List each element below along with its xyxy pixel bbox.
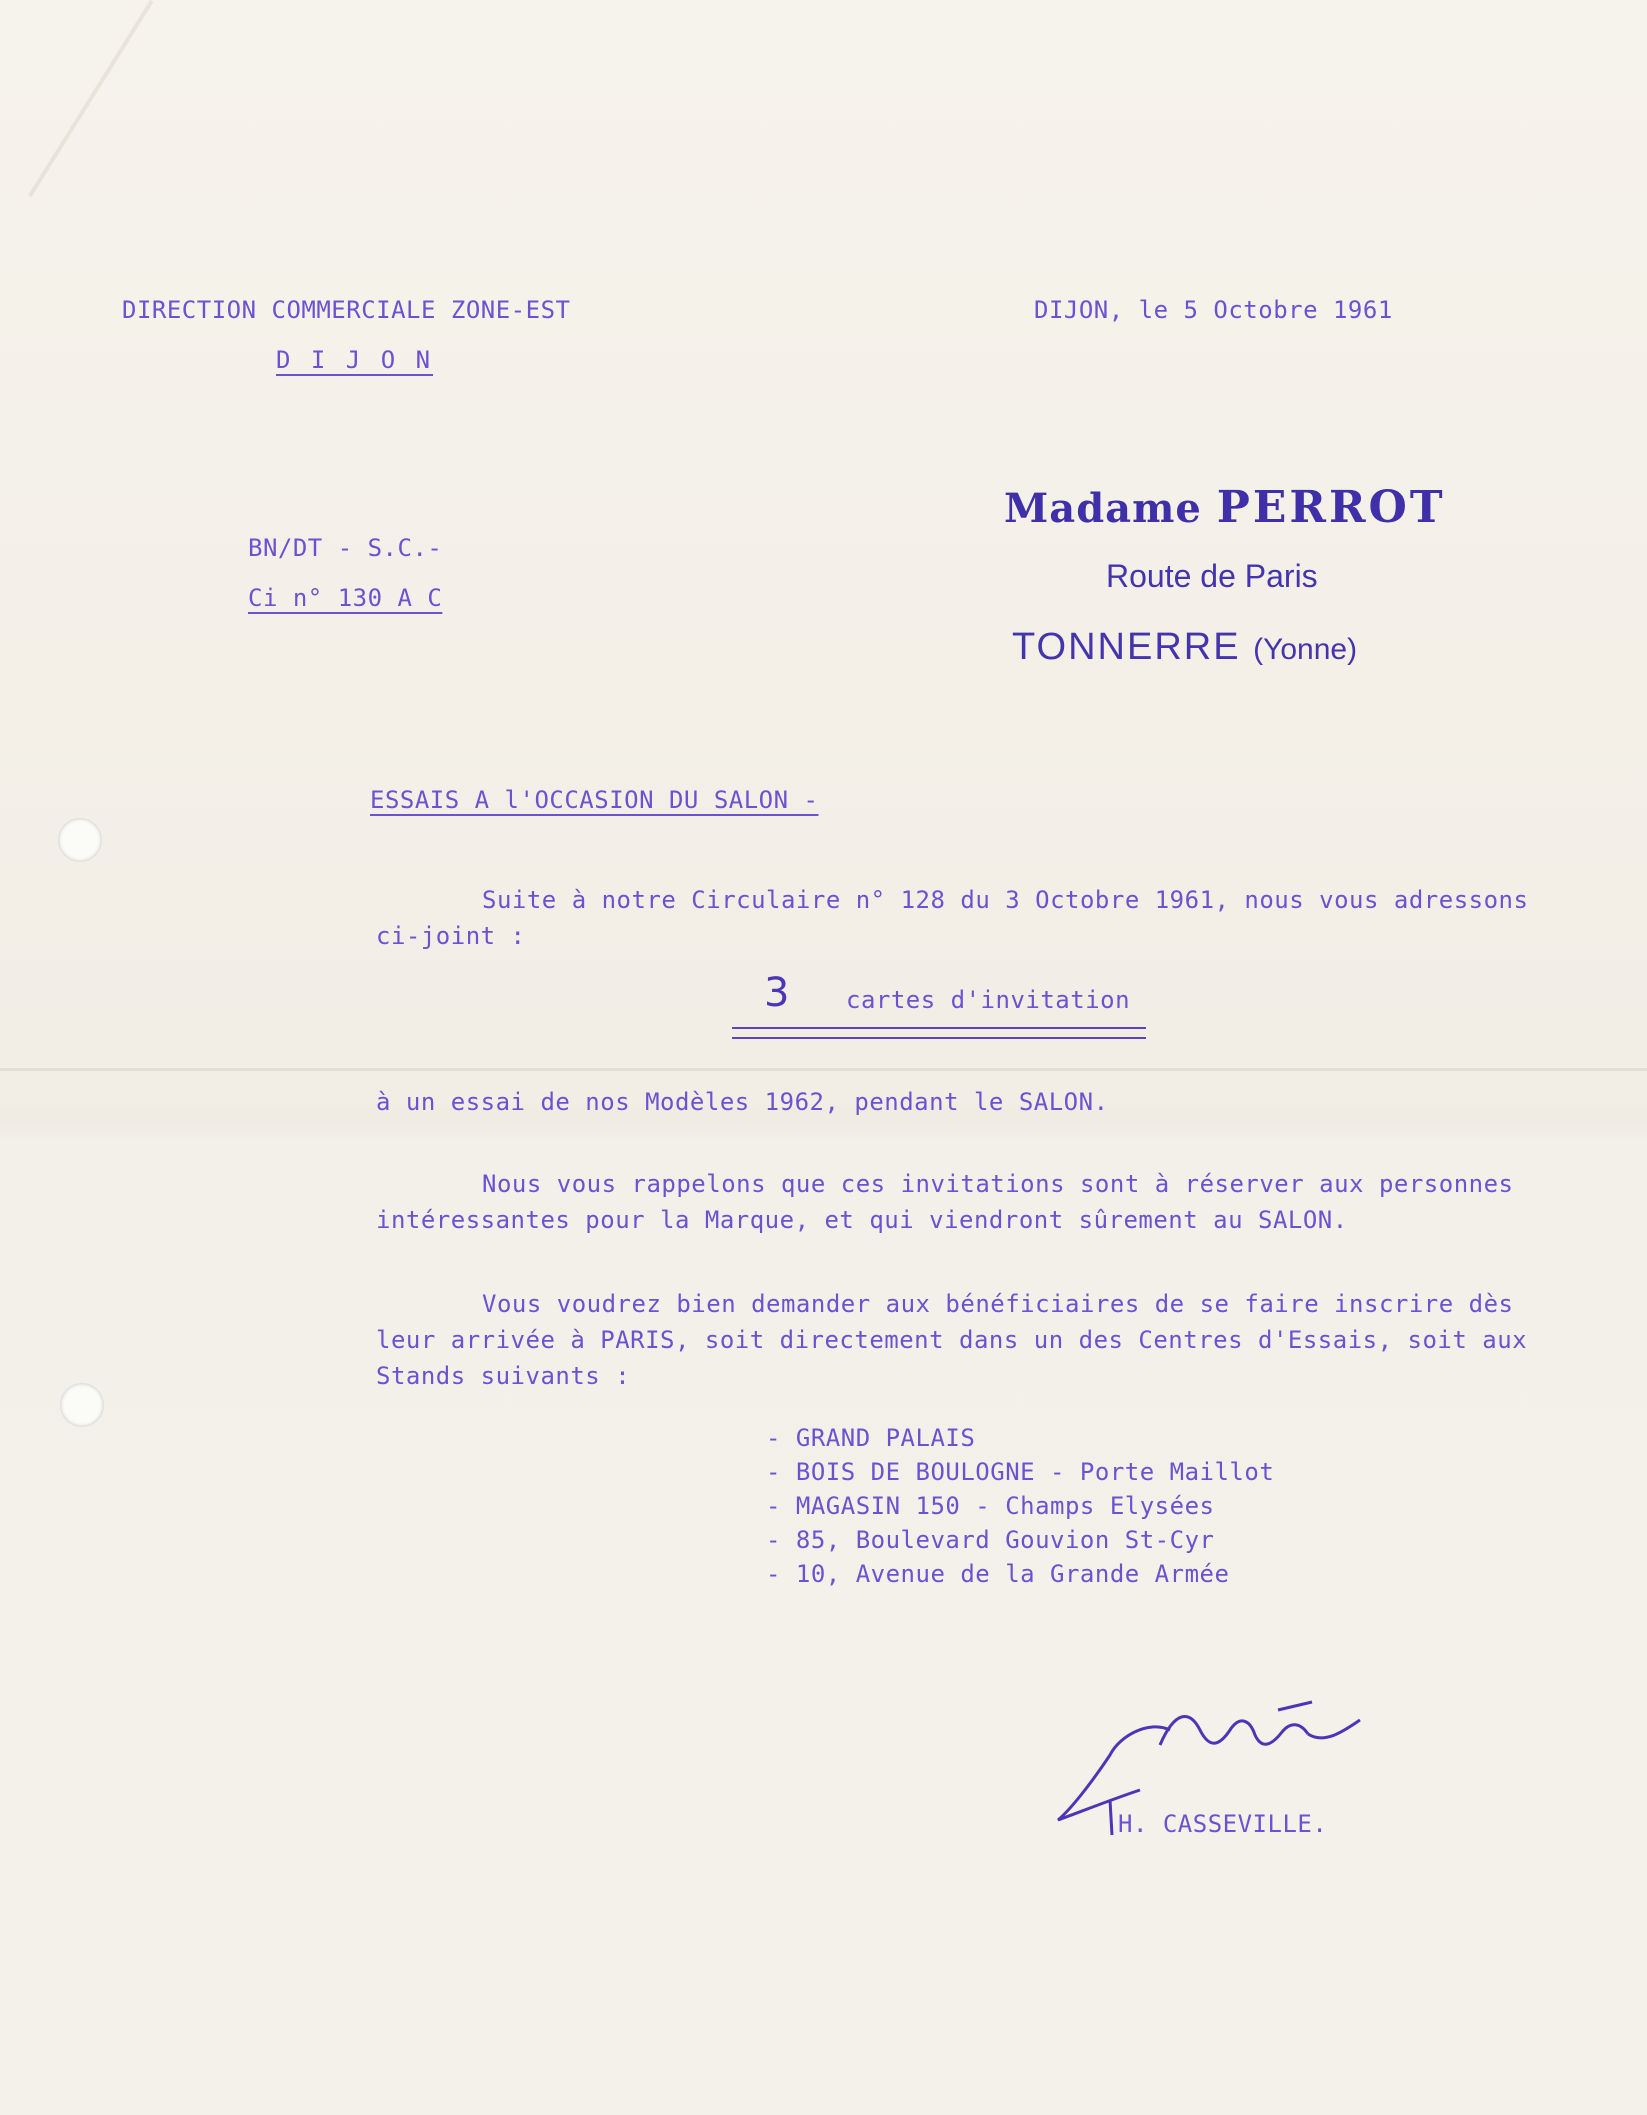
- stand-list-item: - 10, Avenue de la Grande Armée: [766, 1560, 1230, 1588]
- subject-line: ESSAIS A l'OCCASION DU SALON -: [370, 786, 819, 814]
- date-line: DIJON, le 5 Octobre 1961: [1034, 296, 1393, 324]
- reference-line: BN/DT - S.C.-: [248, 534, 443, 562]
- body-text: Suite à notre Circulaire n° 128 du 3 Octobre 1961, nous vous adressons: [482, 886, 1529, 914]
- body-text: à un essai de nos Modèles 1962, pendant le SALON.: [376, 1088, 1109, 1116]
- invitation-count: 3: [764, 970, 790, 1016]
- signatory-name: H. CASSEVILLE.: [1118, 1810, 1328, 1838]
- addressee-street-stamp: Route de Paris: [1106, 558, 1318, 594]
- invitation-cards-label: cartes d'invitation: [846, 986, 1131, 1014]
- stand-list-item: - BOIS DE BOULOGNE - Porte Maillot: [766, 1458, 1275, 1486]
- paper-crease: [28, 0, 153, 197]
- addressee-town-stamp: TONNERRE (Yonne): [1012, 626, 1358, 668]
- circular-reference: Ci n° 130 A C: [248, 584, 443, 612]
- department-heading: DIRECTION COMMERCIALE ZONE-EST: [122, 296, 571, 324]
- stand-list-item: - MAGASIN 150 - Champs Elysées: [766, 1492, 1215, 1520]
- body-text: Vous voudrez bien demander aux bénéficiaires de se faire inscrire dès: [482, 1290, 1514, 1318]
- body-text: intéressantes pour la Marque, et qui viendront sûrement au SALON.: [376, 1206, 1348, 1234]
- stand-list-item: - GRAND PALAIS: [766, 1424, 976, 1452]
- addressee-name-stamp: Madame PERROT: [1004, 482, 1446, 533]
- body-text: leur arrivée à PARIS, soit directement dans un des Centres d'Essais, soit aux: [376, 1326, 1528, 1354]
- punch-hole: [60, 1383, 104, 1427]
- punch-hole: [58, 818, 102, 862]
- stand-list-item: - 85, Boulevard Gouvion St-Cyr: [766, 1526, 1215, 1554]
- city-heading: D I J O N: [276, 346, 434, 374]
- body-text: ci-joint :: [376, 922, 526, 950]
- body-text: Nous vous rappelons que ces invitations sont à réserver aux personnes: [482, 1170, 1514, 1198]
- body-text: Stands suivants :: [376, 1362, 631, 1390]
- paper-fold: [0, 1068, 1647, 1071]
- double-underline: [732, 1027, 1146, 1039]
